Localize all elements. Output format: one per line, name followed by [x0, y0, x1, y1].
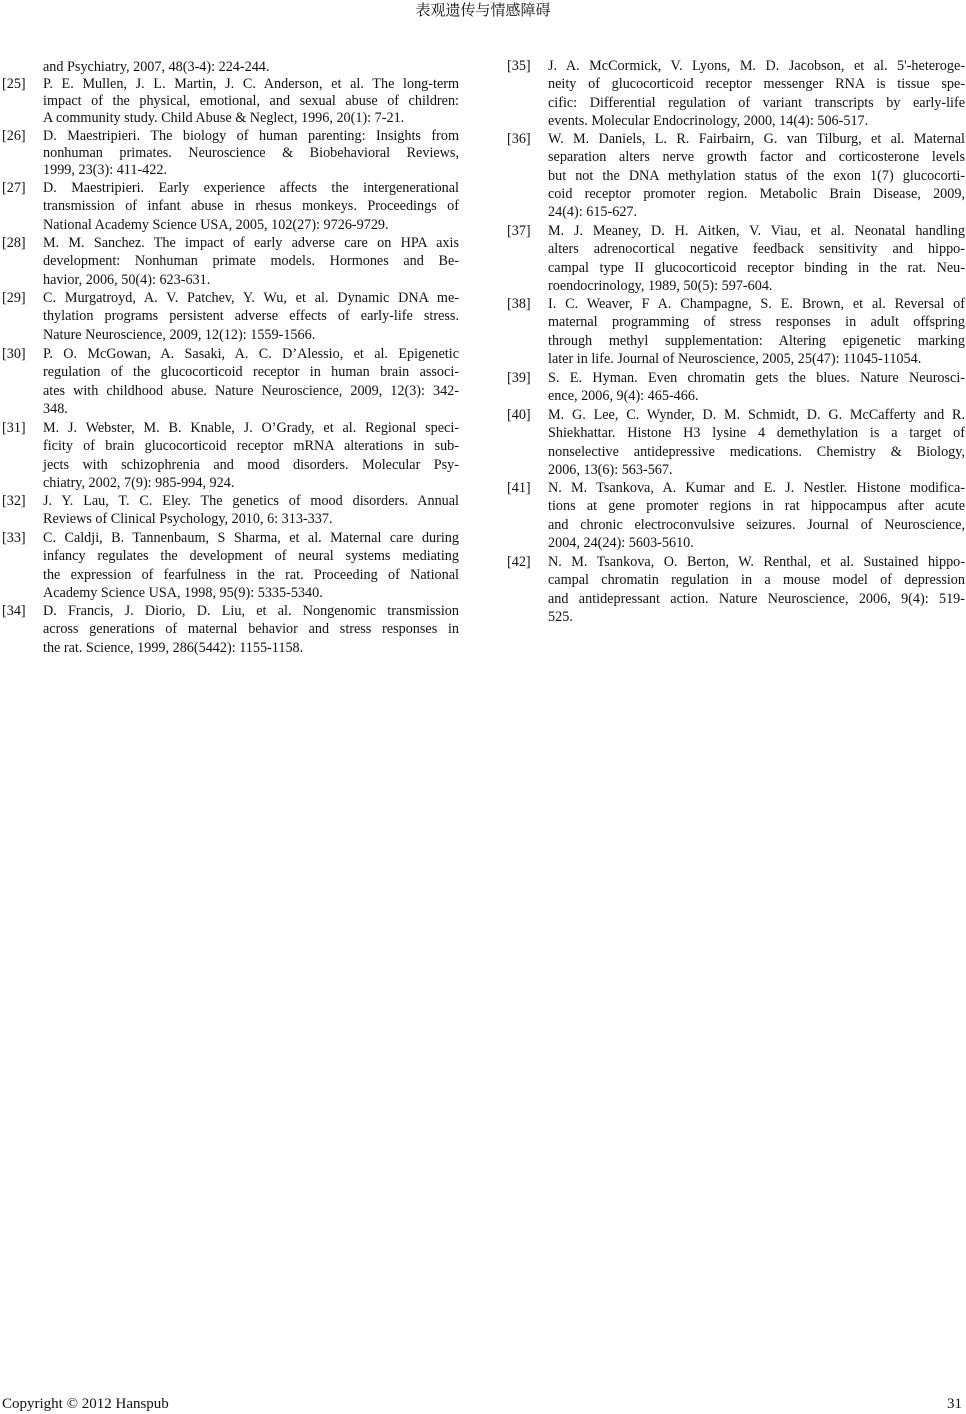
reference-line: campal type II glucocorticoid receptor binding in the rat. Neu-	[548, 259, 965, 276]
reference-number: [33]	[2, 530, 26, 546]
page-number: 31	[947, 1396, 962, 1412]
reference-line: havior, 2006, 50(4): 623-631.	[43, 271, 211, 288]
reference-line: the expression of fearfulness in the rat. Proceeding of National	[43, 566, 459, 583]
reference-number: [39]	[507, 370, 531, 386]
reference-number: [35]	[507, 58, 531, 74]
reference-line: 2004, 24(24): 5603-5610.	[548, 534, 694, 551]
reference-number: [29]	[2, 290, 26, 306]
reference-number: [40]	[507, 407, 531, 423]
reference-line: D. Maestripieri. The biology of human parenting: Insights from	[43, 128, 459, 144]
reference-line: Nature Neuroscience, 2009, 12(12): 1559-1566.	[43, 326, 316, 343]
reference-number: [41]	[507, 480, 531, 496]
reference-line: C. Caldji, B. Tannenbaum, S Sharma, et al. Maternal care during	[43, 530, 459, 546]
reference-number: [26]	[2, 128, 26, 144]
reference-line: P. O. McGowan, A. Sasaki, A. C. D’Alessio, et al. Epigenetic	[43, 346, 459, 362]
reference-line: M. G. Lee, C. Wynder, D. M. Schmidt, D. G. McCafferty and R.	[548, 407, 965, 423]
reference-line: ates with childhood abuse. Nature Neuroscience, 2009, 12(3): 342-	[43, 382, 459, 399]
reference-line: M. J. Webster, M. B. Knable, J. O’Grady, et al. Regional speci-	[43, 420, 459, 436]
reference-line: thylation programs persistent adverse effects of early-life stress.	[43, 308, 459, 325]
reference-line: Reviews of Clinical Psychology, 2010, 6: 313-337.	[43, 511, 333, 528]
reference-line: nonselective antidepressive medications. Chemistry & Biology,	[548, 443, 965, 460]
reference-line: later in life. Journal of Neuroscience, 2005, 25(47): 11045-11054.	[548, 350, 922, 367]
reference-number: [38]	[507, 296, 531, 312]
reference-line: P. E. Mullen, J. L. Martin, J. C. Anderson, et al. The long-term	[43, 76, 459, 92]
reference-line: cific: Differential regulation of variant transcripts by early-life	[548, 94, 965, 111]
reference-line: jects with schizophrenia and mood disorders. Molecular Psy-	[43, 456, 459, 473]
reference-line: and Psychiatry, 2007, 48(3-4): 224-244.	[43, 59, 270, 75]
reference-line: events. Molecular Endocrinology, 2000, 14(4): 506-517.	[548, 112, 869, 129]
reference-line: ence, 2006, 9(4): 465-466.	[548, 388, 699, 405]
reference-line: M. J. Meaney, D. H. Aitken, V. Viau, et al. Neonatal handling	[548, 223, 965, 239]
reference-line: 24(4): 615-627.	[548, 204, 638, 221]
reference-line: roendocrinology, 1989, 50(5): 597-604.	[548, 277, 773, 294]
reference-number: [28]	[2, 235, 26, 251]
reference-line: National Academy Science USA, 2005, 102(27): 9726-9729.	[43, 216, 389, 233]
reference-line: N. M. Tsankova, A. Kumar and E. J. Nestler. Histone modifica-	[548, 480, 965, 496]
reference-line: campal chromatin regulation in a mouse model of depression	[548, 572, 965, 589]
reference-line: 348.	[43, 400, 68, 417]
reference-line: but not the DNA methylation status of the exon 1(7) glucocorti-	[548, 167, 965, 184]
reference-number: [31]	[2, 420, 26, 436]
reference-line: alters adrenocortical negative feedback sensitivity and hippo-	[548, 241, 965, 258]
reference-line: Academy Science USA, 1998, 95(9): 5335-5340.	[43, 584, 323, 601]
reference-line: 1999, 23(3): 411-422.	[43, 162, 167, 179]
reference-line: and antidepressant action. Nature Neuroscience, 2006, 9(4): 519-	[548, 590, 965, 607]
reference-line: D. Francis, J. Diorio, D. Liu, et al. Nongenomic transmission	[43, 603, 459, 619]
reference-line: chiatry, 2002, 7(9): 985-994, 924.	[43, 474, 235, 491]
reference-line: and chronic electroconvulsive seizures. Journal of Neuroscience,	[548, 516, 965, 533]
reference-line: N. M. Tsankova, O. Berton, W. Renthal, et al. Sustained hippo-	[548, 554, 965, 570]
reference-line: through methyl supplementation: Altering epigenetic marking	[548, 332, 965, 349]
reference-line: D. Maestripieri. Early experience affects the intergenerational	[43, 180, 459, 196]
reference-line: development: Nonhuman primate models. Hormones and Be-	[43, 253, 459, 270]
reference-line: coid receptor promoter region. Metabolic Brain Disease, 2009,	[548, 185, 965, 202]
reference-line: C. Murgatroyd, A. V. Patchev, Y. Wu, et al. Dynamic DNA me-	[43, 290, 459, 306]
reference-line: transmission of infant abuse in rhesus monkeys. Proceedings of	[43, 198, 459, 215]
reference-line: S. E. Hyman. Even chromatin gets the blues. Nature Neurosci-	[548, 370, 965, 386]
reference-line: W. M. Daniels, L. R. Fairbairn, G. van Tilburg, et al. Maternal	[548, 131, 965, 147]
reference-line: infancy regulates the development of neural systems mediating	[43, 548, 459, 565]
reference-number: [37]	[507, 223, 531, 239]
reference-line: maternal programming of stress responses in adult offspring	[548, 314, 965, 331]
reference-number: [42]	[507, 554, 531, 570]
reference-line: regulation of the glucocorticoid receptor in human brain associ-	[43, 364, 459, 381]
reference-line: I. C. Weaver, F A. Champagne, S. E. Brown, et al. Reversal of	[548, 296, 965, 312]
copyright-footer: Copyright © 2012 Hanspub	[2, 1396, 169, 1412]
reference-line: A community study. Child Abuse & Neglect, 1996, 20(1): 7-21.	[43, 110, 405, 127]
reference-line: ficity of brain glucocorticoid receptor mRNA alterations in sub-	[43, 438, 459, 455]
reference-line: J. A. McCormick, V. Lyons, M. D. Jacobson, et al. 5'-heteroge-	[548, 58, 965, 74]
reference-line: M. M. Sanchez. The impact of early adverse care on HPA axis	[43, 235, 459, 251]
reference-line: neity of glucocorticoid receptor messenger RNA is tissue spe-	[548, 76, 965, 93]
reference-line: separation alters nerve growth factor and corticosterone levels	[548, 149, 965, 166]
reference-line: tions at gene promoter regions in rat hippocampus after acute	[548, 498, 965, 515]
running-header: 表观遗传与情感障碍	[415, 1, 551, 19]
reference-number: [30]	[2, 346, 26, 362]
reference-line: across generations of maternal behavior and stress responses in	[43, 621, 459, 638]
reference-line: Shiekhattar. Histone H3 lysine 4 demethylation is a target of	[548, 425, 965, 442]
reference-number: [25]	[2, 76, 26, 92]
reference-line: nonhuman primates. Neuroscience & Biobehavioral Reviews,	[43, 145, 459, 162]
reference-number: [34]	[2, 603, 26, 619]
reference-line: the rat. Science, 1999, 286(5442): 1155-1158.	[43, 639, 304, 656]
reference-number: [27]	[2, 180, 26, 196]
reference-line: 525.	[548, 608, 573, 625]
reference-number: [32]	[2, 493, 26, 509]
reference-line: impact of the physical, emotional, and sexual abuse of children:	[43, 93, 459, 110]
reference-line: J. Y. Lau, T. C. Eley. The genetics of mood disorders. Annual	[43, 493, 459, 509]
reference-number: [36]	[507, 131, 531, 147]
reference-line: 2006, 13(6): 563-567.	[548, 461, 673, 478]
